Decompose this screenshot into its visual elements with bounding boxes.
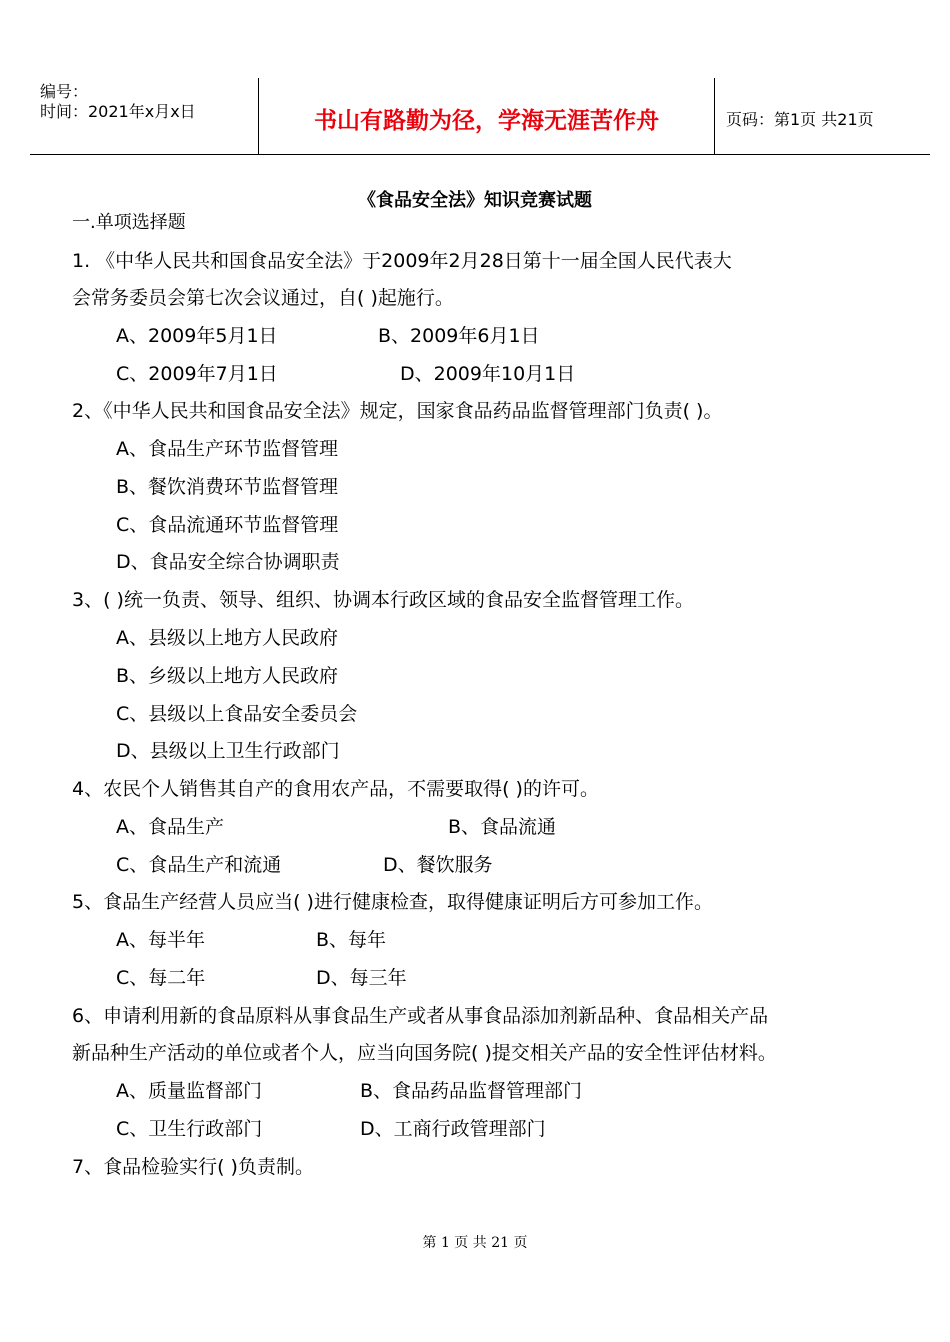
option-b: B、每年 — [316, 929, 387, 951]
option-c: C、卫生行政部门 — [116, 1118, 263, 1140]
option-b: B、食品流通 — [448, 816, 557, 838]
option-b: B、餐饮消费环节监督管理 — [116, 476, 339, 498]
document-header — [30, 78, 930, 155]
section-heading: 一.单项选择题 — [72, 212, 186, 233]
page-info: 页码：第1页 共21页 — [726, 110, 874, 129]
header-right-cell — [714, 78, 930, 154]
question-stem: 4、农民个人销售其自产的食用农产品，不需要取得( )的许可。 — [72, 778, 599, 800]
code-label: 编号： — [40, 82, 89, 101]
option-c: C、2009年7月1日 — [116, 363, 278, 385]
option-b: B、2009年6月1日 — [378, 325, 540, 347]
question-stem: 6、申请利用新的食品原料从事食品生产或者从事食品添加剂新品种、食品相关产品 — [72, 1005, 769, 1027]
header-left-cell — [30, 78, 258, 154]
option-c: C、县级以上食品安全委员会 — [116, 703, 358, 725]
option-a: A、质量监督部门 — [116, 1080, 262, 1102]
doc-title: 《食品安全法》知识竞赛试题 — [358, 190, 592, 211]
time-label: 时间：2021年x月x日 — [40, 102, 196, 121]
option-d: D、餐饮服务 — [383, 854, 493, 876]
option-d: D、工商行政管理部门 — [360, 1118, 546, 1140]
option-c: C、食品流通环节监督管理 — [116, 514, 339, 536]
option-a: A、县级以上地方人民政府 — [116, 627, 338, 649]
option-a: A、每半年 — [116, 929, 205, 951]
page-footer: 第 1 页 共 21 页 — [422, 1235, 528, 1251]
option-d: D、每三年 — [316, 967, 407, 989]
option-b: B、食品药品监督管理部门 — [360, 1080, 583, 1102]
option-a: A、食品生产环节监督管理 — [116, 438, 338, 460]
option-d: D、县级以上卫生行政部门 — [116, 740, 340, 762]
question-stem: 新品种生产活动的单位或者个人，应当向国务院( )提交相关产品的安全性评估材料。 — [72, 1042, 777, 1064]
option-a: A、食品生产 — [116, 816, 224, 838]
option-b: B、乡级以上地方人民政府 — [116, 665, 339, 687]
motto: 书山有路勤为径，学海无涯苦作舟 — [314, 107, 659, 134]
question-stem: 7、食品检验实行( )负责制。 — [72, 1156, 314, 1178]
question-stem: 会常务委员会第七次会议通过，自( )起施行。 — [72, 287, 454, 309]
option-d: D、食品安全综合协调职责 — [116, 551, 340, 573]
option-c: C、每二年 — [116, 967, 206, 989]
option-c: C、食品生产和流通 — [116, 854, 282, 876]
question-stem: 1. 《中华人民共和国食品安全法》于2009年2月28日第十一届全国人民代表大 — [72, 250, 732, 272]
option-a: A、2009年5月1日 — [116, 325, 278, 347]
option-d: D、2009年10月1日 — [400, 363, 576, 385]
question-stem: 5、食品生产经营人员应当( )进行健康检查，取得健康证明后方可参加工作。 — [72, 891, 713, 913]
question-stem: 3、( )统一负责、领导、组织、协调本行政区域的食品安全监督管理工作。 — [72, 589, 694, 611]
header-motto-cell — [258, 78, 715, 154]
question-stem: 2、《中华人民共和国食品安全法》规定，国家食品药品监督管理部门负责( )。 — [72, 400, 723, 422]
